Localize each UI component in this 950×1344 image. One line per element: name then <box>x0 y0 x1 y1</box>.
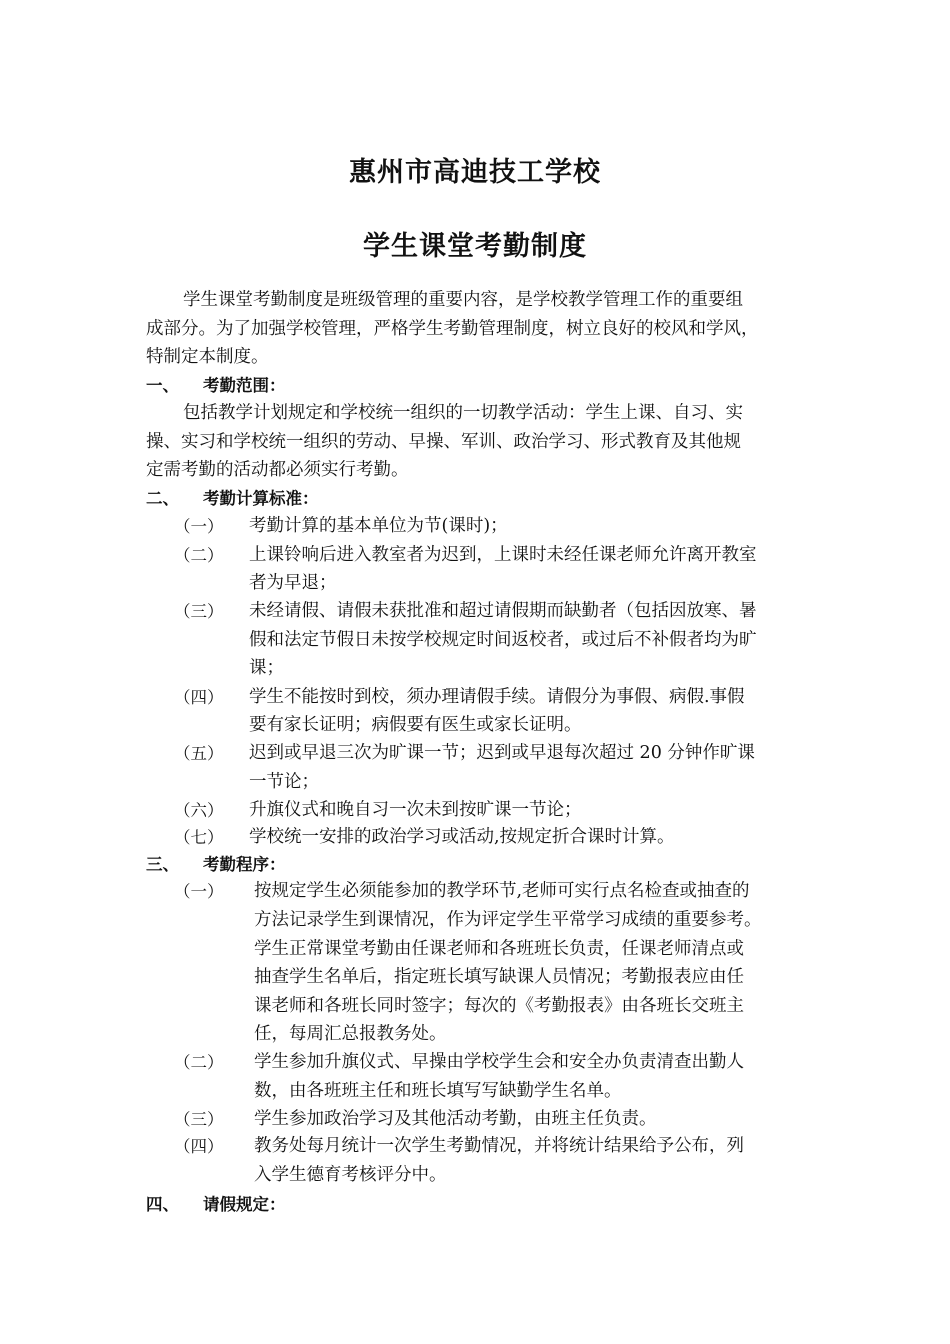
section-1-title: 考勤范围： <box>203 376 286 395</box>
section-2-item-6-line-1: 升旗仪式和晚自习一次未到按旷课一节论； <box>249 800 582 820</box>
section-2-item-4-line-2: 要有家长证明；病假要有医生或家长证明。 <box>249 715 582 735</box>
intro-line-1: 学生课堂考勤制度是班级管理的重要内容，是学校教学管理工作的重要组 <box>183 290 743 310</box>
section-3-item-1-line-2: 方法记录学生到课情况，作为评定学生平常学习成绩的重要参考。 <box>254 910 762 930</box>
section-2-item-1-number: （一） <box>174 517 224 536</box>
section-3-item-1-line-3: 学生正常课堂考勤由任课老师和各班班长负责，任课老师清点或 <box>254 939 744 959</box>
section-2-item-4-number: （四） <box>174 688 224 707</box>
section-4-number: 四、 <box>146 1195 179 1214</box>
section-1-body-line-1: 包括教学计划规定和学校统一组织的一切教学活动：学生上课、自习、实 <box>183 403 743 423</box>
document-title: 学生课堂考勤制度 <box>363 231 587 262</box>
section-2-item-5-line-2: 一节论； <box>249 772 319 792</box>
intro-line-2: 成部分。为了加强学校管理，严格学生考勤管理制度，树立良好的校风和学风， <box>146 319 759 339</box>
section-2-item-3-line-1: 未经请假、请假未获批准和超过请假期而缺勤者（包括因放寒、暑 <box>249 601 757 621</box>
section-2-item-2-line-2: 者为早退； <box>249 573 337 593</box>
section-1-body-line-2: 操、实习和学校统一组织的劳动、早操、军训、政治学习、形式教育及其他规 <box>146 432 741 452</box>
section-3-item-1-number: （一） <box>174 882 224 901</box>
section-2-item-7-number: （七） <box>174 828 224 847</box>
section-3-item-1-line-6: 任，每周汇总报教务处。 <box>254 1024 447 1044</box>
section-2-item-4-line-1: 学生不能按时到校，须办理请假手续。请假分为事假、病假.事假 <box>249 687 745 707</box>
section-2-title: 考勤计算标准： <box>203 489 319 508</box>
section-4-title: 请假规定： <box>203 1195 286 1214</box>
section-3-item-1-line-4: 抽查学生名单后，指定班长填写缺课人员情况；考勤报表应由任 <box>254 967 744 987</box>
section-2-item-2-line-1: 上课铃响后进入教室者为迟到，上课时未经任课老师允许离开教室 <box>249 545 757 565</box>
section-3-item-4-line-1: 教务处每月统计一次学生考勤情况，并将统计结果给予公布，列 <box>254 1136 744 1156</box>
section-3-item-1-line-1: 按规定学生必须能参加的教学环节,老师可实行点名检查或抽查的 <box>254 881 750 901</box>
intro-line-3: 特制定本制度。 <box>146 347 269 367</box>
section-3-item-2-line-1: 学生参加升旗仪式、早操由学校学生会和安全办负责清查出勤人 <box>254 1052 744 1072</box>
section-2-item-3-line-2: 假和法定节假日未按学校规定时间返校者，或过后不补假者均为旷 <box>249 630 757 650</box>
section-3-item-3-number: （三） <box>174 1110 224 1129</box>
section-3-item-2-line-2: 数，由各班班主任和班长填写写缺勤学生名单。 <box>254 1081 622 1101</box>
section-2-item-3-number: （三） <box>174 602 224 621</box>
section-2-item-1-line-1: 考勤计算的基本单位为节(课时)； <box>249 516 508 536</box>
section-3-number: 三、 <box>146 855 179 874</box>
section-3-item-3-line-1: 学生参加政治学习及其他活动考勤，由班主任负责。 <box>254 1109 657 1129</box>
section-2-item-7-line-1: 学校统一安排的政治学习或活动,按规定折合课时计算。 <box>249 827 675 847</box>
section-2-item-6-number: （六） <box>174 801 224 820</box>
section-3-item-1-line-5: 课老师和各班长同时签字；每次的《考勤报表》由各班长交班主 <box>254 996 744 1016</box>
section-3-title: 考勤程序： <box>203 855 286 874</box>
section-2-item-5-line-1: 迟到或早退三次为旷课一节；迟到或早退每次超过 20 分钟作旷课 <box>249 743 755 763</box>
section-2-item-5-number: （五） <box>174 744 224 763</box>
section-2-item-2-number: （二） <box>174 546 224 565</box>
section-2-item-3-line-3: 课； <box>249 658 284 678</box>
section-2-number: 二、 <box>146 489 179 508</box>
section-3-item-4-number: （四） <box>174 1137 224 1156</box>
section-3-item-4-line-2: 入学生德育考核评分中。 <box>254 1165 447 1185</box>
section-1-body-line-3: 定需考勤的活动都必须实行考勤。 <box>146 460 409 480</box>
section-3-item-2-number: （二） <box>174 1053 224 1072</box>
school-name: 惠州市高迪技工学校 <box>349 157 601 188</box>
section-1-number: 一、 <box>146 376 179 395</box>
